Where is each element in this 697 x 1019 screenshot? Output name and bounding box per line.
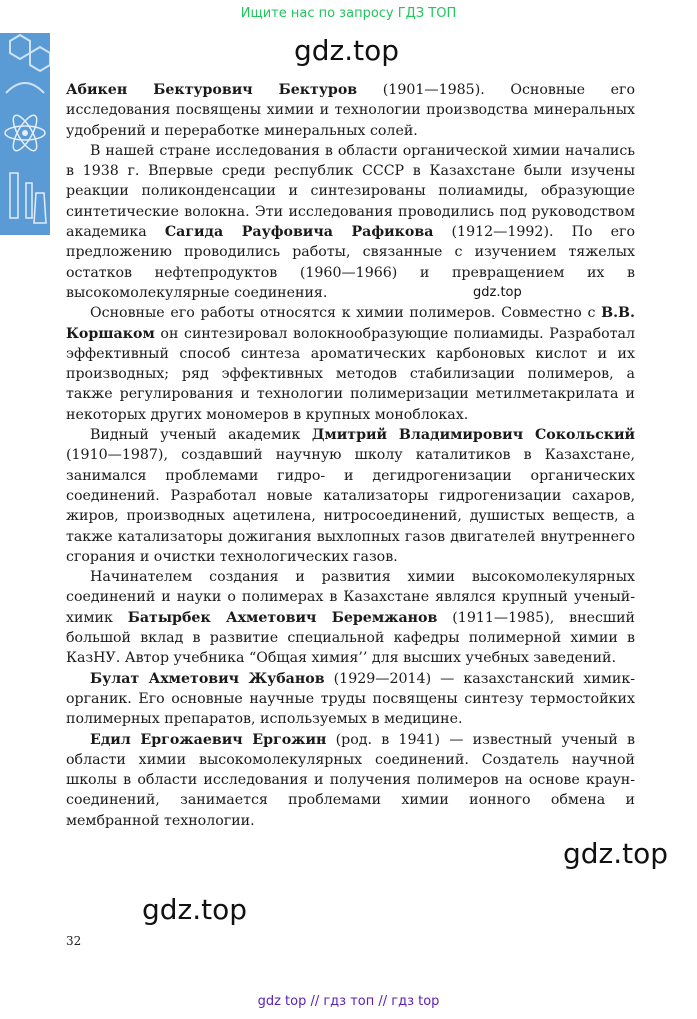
name-rafikov: Сагида Рауфовича Рафикова: [164, 224, 434, 241]
paragraph-polymers: Основные его работы относятся к химии полимеров. Совместно с В.В. Коршаком он синтезировал волокнообразующие полиамиды. Разработал эффективный способ синтеза ароматических карбоновых кислот и их производных; ряд эффективных методов стабилизации полимеров, а также регулирования и технологии полимеризации метилметакрилата и некоторых других мономеров в крупных моноблоках.: [66, 305, 635, 423]
paragraph-beremzhanov: Начинателем создания и развития химии высокомолекулярных соединений и науки о полимерах в Казахстане являлся крупный ученый-химик Батырбек Ахметович Беремжанов (1911—1985), внесший большой вклад в развитие специальной кафедры полимерной химии в КазНУ. Автор учебника “Общая химия’’ для высших учебных заведений.: [66, 569, 636, 667]
name-ergozhin: Едил Ергожаевич Ергожин: [90, 731, 327, 748]
search-banner: Ищите нас по запросу ГДЗ ТОП: [240, 6, 457, 21]
paragraph-organic-chemistry: В нашей стране исследования в области органической химии начались в 1938 г. Впервые среди республик СССР в Казахстане были изучены реакции поликонденсации и синтезированы полиамиды, образующие синтетические волокна. Эти исследования проводились под руководством академика Сагида Рауфовича Рафикова (1912—1992). По его предложению проводились работы, связанные с изучением тяжелых остатков нефтепродуктов (1960—1966) и превращением их в высокомолекулярные соединения.: [66, 142, 636, 301]
watermark-top: gdz.top: [294, 34, 400, 67]
paragraph-sokolsky: Видный ученый академик Дмитрий Владимирович Сокольский (1910—1987), создавший научную школу каталитиков в Казахстане, занимался проблемами гидро- и дегидрогенизации органических соединений. Разработал новые катализаторы гидрогенизации сахаров, жиров, производных ацетилена, нитросоединений, душистых веществ, а также катализаторы дожигания выхлопных газов двигателей внутреннего сгорания и очистки технологических газов.: [66, 427, 635, 565]
page-number: 32: [66, 934, 82, 948]
name-bekturov: Абикен Бектурович Бектуров: [66, 82, 358, 98]
chemistry-decoration-icon: [0, 33, 50, 235]
watermark-left: gdz.top: [142, 893, 248, 926]
name-korshak: В.В. Коршаком: [66, 305, 635, 342]
name-sokolsky: Дмитрий Владимирович Сокольский: [311, 427, 635, 444]
name-zhubanov: Булат Ахметович Жубанов: [90, 670, 325, 687]
document-body: [66, 80, 635, 831]
paragraph-zhubanov: Булат Ахметович Жубанов (1929—2014) — казахстанский химик-органик. Его основные научные труды посвящены синтезу термостойких полимерных препаратов, используемых в медицине.: [66, 670, 636, 728]
paragraph-ergozhin: Едил Ергожаевич Ергожин (род. в 1941) — известный ученый в области химии высокомолекулярных соединений. Создатель научной школы в области исследования и получения полимеров на основе краун-соединений, занимается проблемами химии ионного обмена и мембранной технологии.: [66, 731, 635, 829]
watermark-middle: gdz.top: [473, 285, 522, 300]
paragraph-bekturov: Абикен Бектурович Бектуров (1901—1985). Основные его исследования посвящены химии и технологии производства минеральных удобрений и переработке минеральных солей.: [66, 82, 635, 139]
name-beremzhanov: Батырбек Ахметович Беремжанов: [127, 609, 438, 626]
footer-links: gdz top // гдз топ // гдз top: [257, 994, 440, 1009]
watermark-right: gdz.top: [563, 837, 669, 870]
